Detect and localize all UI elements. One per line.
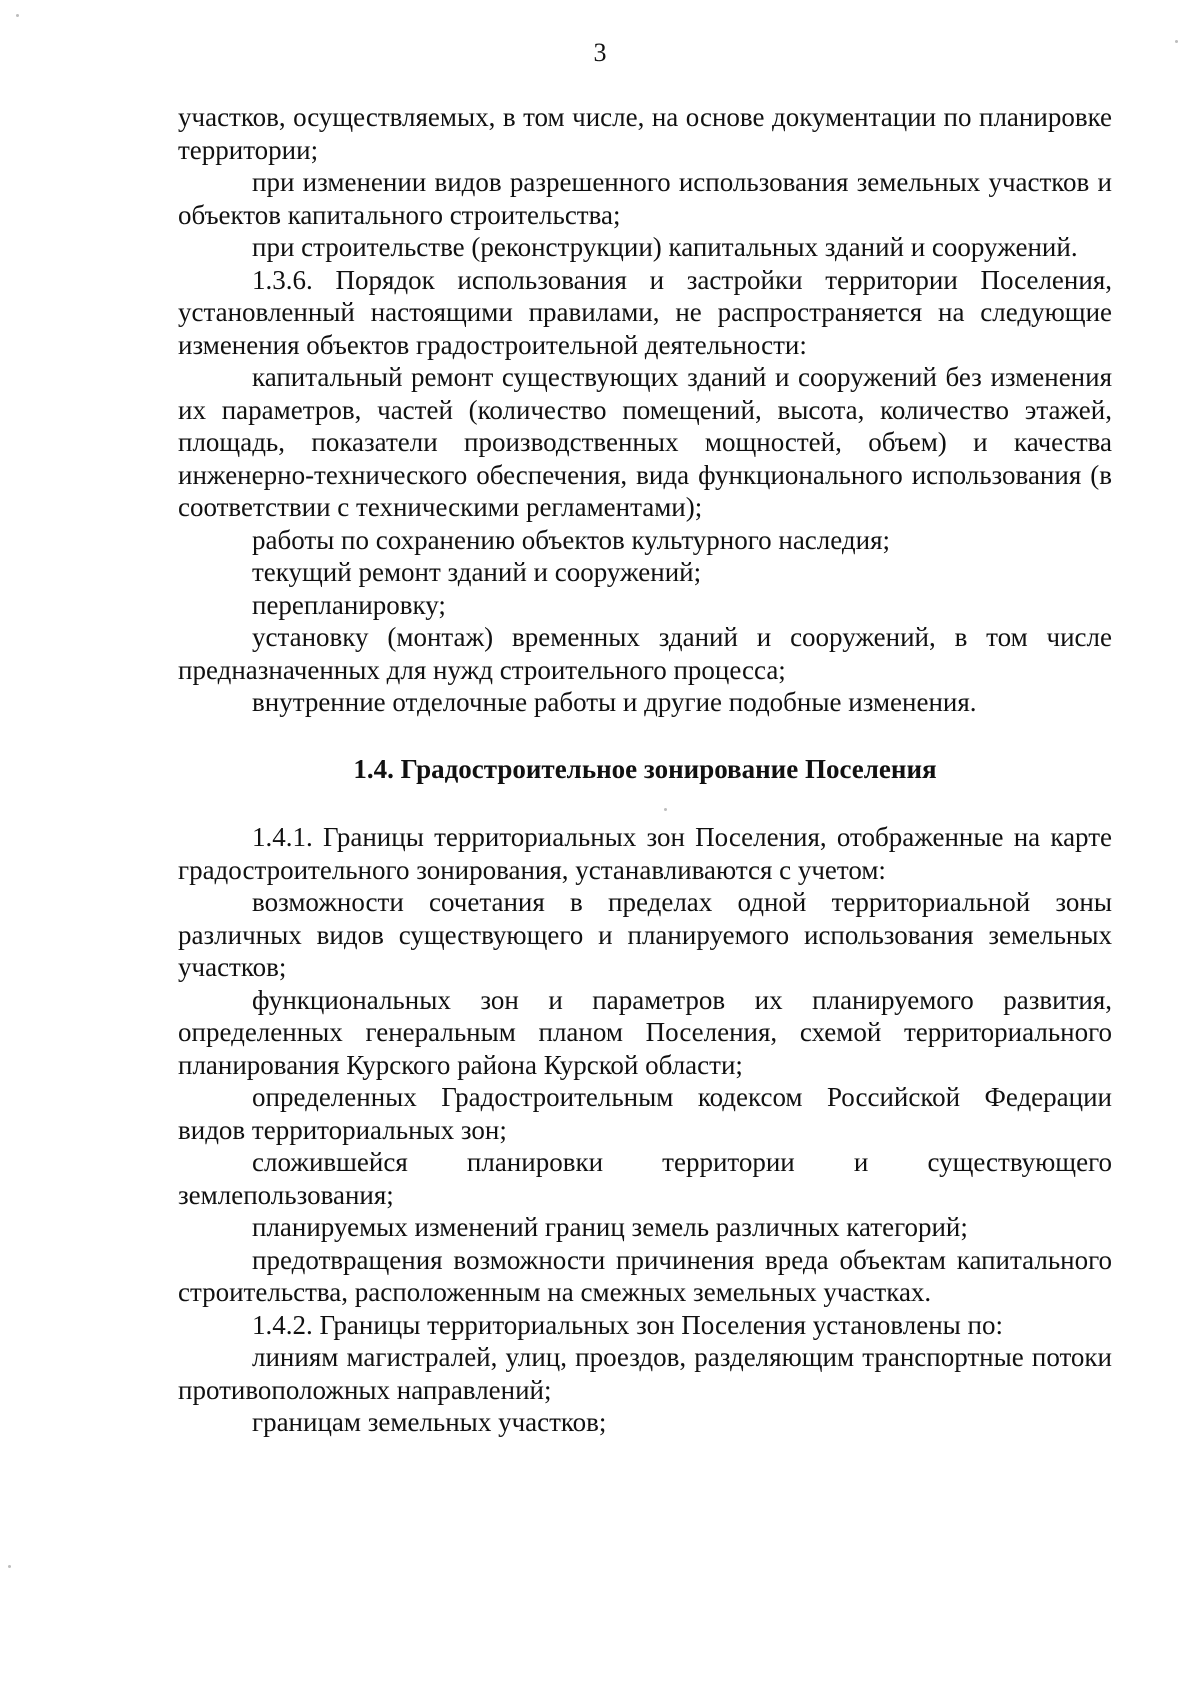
paragraph: текущий ремонт зданий и сооружений;: [252, 557, 702, 587]
section-1-3-continued: [178, 101, 1112, 719]
page-number: 3: [593, 38, 607, 67]
document-body: [178, 101, 1112, 1439]
scan-speck: [16, 14, 19, 17]
paragraph: возможности сочетания в пределах одной территориальной зоны различных видов существующего и планируемого использования земельных участков;: [178, 887, 1112, 982]
paragraph: капитальный ремонт существующих зданий и сооружений без изменения их параметров, частей (количество помещений, высота, количество этажей, площадь, показатели производственных мощностей, объем) и качества инженерно-технического обеспечения, вида функционального использования (в соответствии с техническими регламентами);: [178, 362, 1112, 522]
paragraph: границам земельных участков;: [252, 1407, 607, 1437]
paragraph: при изменении видов разрешенного использования земельных участков и объектов капитального строительства;: [178, 167, 1112, 230]
section-heading: 1.4. Градостроительное зонирование Поселения: [353, 753, 937, 784]
scan-speck: [8, 1565, 11, 1568]
paragraph: установку (монтаж) временных зданий и сооружений, в том числе предназначенных для нужд строительного процесса;: [178, 622, 1112, 685]
paragraph: 1.4.2. Границы территориальных зон Поселения установлены по:: [252, 1309, 1003, 1340]
paragraph: определенных Градостроительным кодексом Российской Федерации видов территориальных зон;: [178, 1082, 1112, 1145]
paragraph: при строительстве (реконструкции) капитальных зданий и сооружений.: [252, 232, 1078, 262]
paragraph: 1.4.1. Границы территориальных зон Поселения, отображенные на карте градостроительного зонирования, устанавливаются с учетом:: [178, 822, 1112, 885]
paragraph: внутренние отделочные работы и другие подобные изменения.: [252, 687, 977, 717]
paragraph: работы по сохранению объектов культурного наследия;: [252, 524, 890, 555]
paragraph: линиям магистралей, улиц, проездов, разделяющим транспортные потоки противоположных направлений;: [178, 1342, 1112, 1405]
paragraph: участков, осуществляемых, в том числе, на основе документации по планировке территории;: [178, 102, 1112, 165]
paragraph: предотвращения возможности причинения вреда объектам капитального строительства, расположенным на смежных земельных участках.: [178, 1244, 1112, 1307]
paragraph: функциональных зон и параметров их планируемого развития, определенных генеральным планом Поселения, схемой территориального планирования Курского района Курской области;: [178, 984, 1112, 1080]
paragraph: сложившейся планировки территории и существующего землепользования;: [178, 1147, 1112, 1210]
scan-speck: [664, 808, 667, 811]
paragraph: планируемых изменений границ земель различных категорий;: [252, 1212, 968, 1242]
section-1-4: [178, 821, 1112, 1439]
paragraph: перепланировку;: [252, 589, 446, 620]
scan-speck: [1175, 40, 1178, 43]
paragraph: 1.3.6. Порядок использования и застройки территории Поселения, установленный настоящими правилами, не распространяется на следующие изменения объектов градостроительной деятельности:: [178, 264, 1112, 360]
